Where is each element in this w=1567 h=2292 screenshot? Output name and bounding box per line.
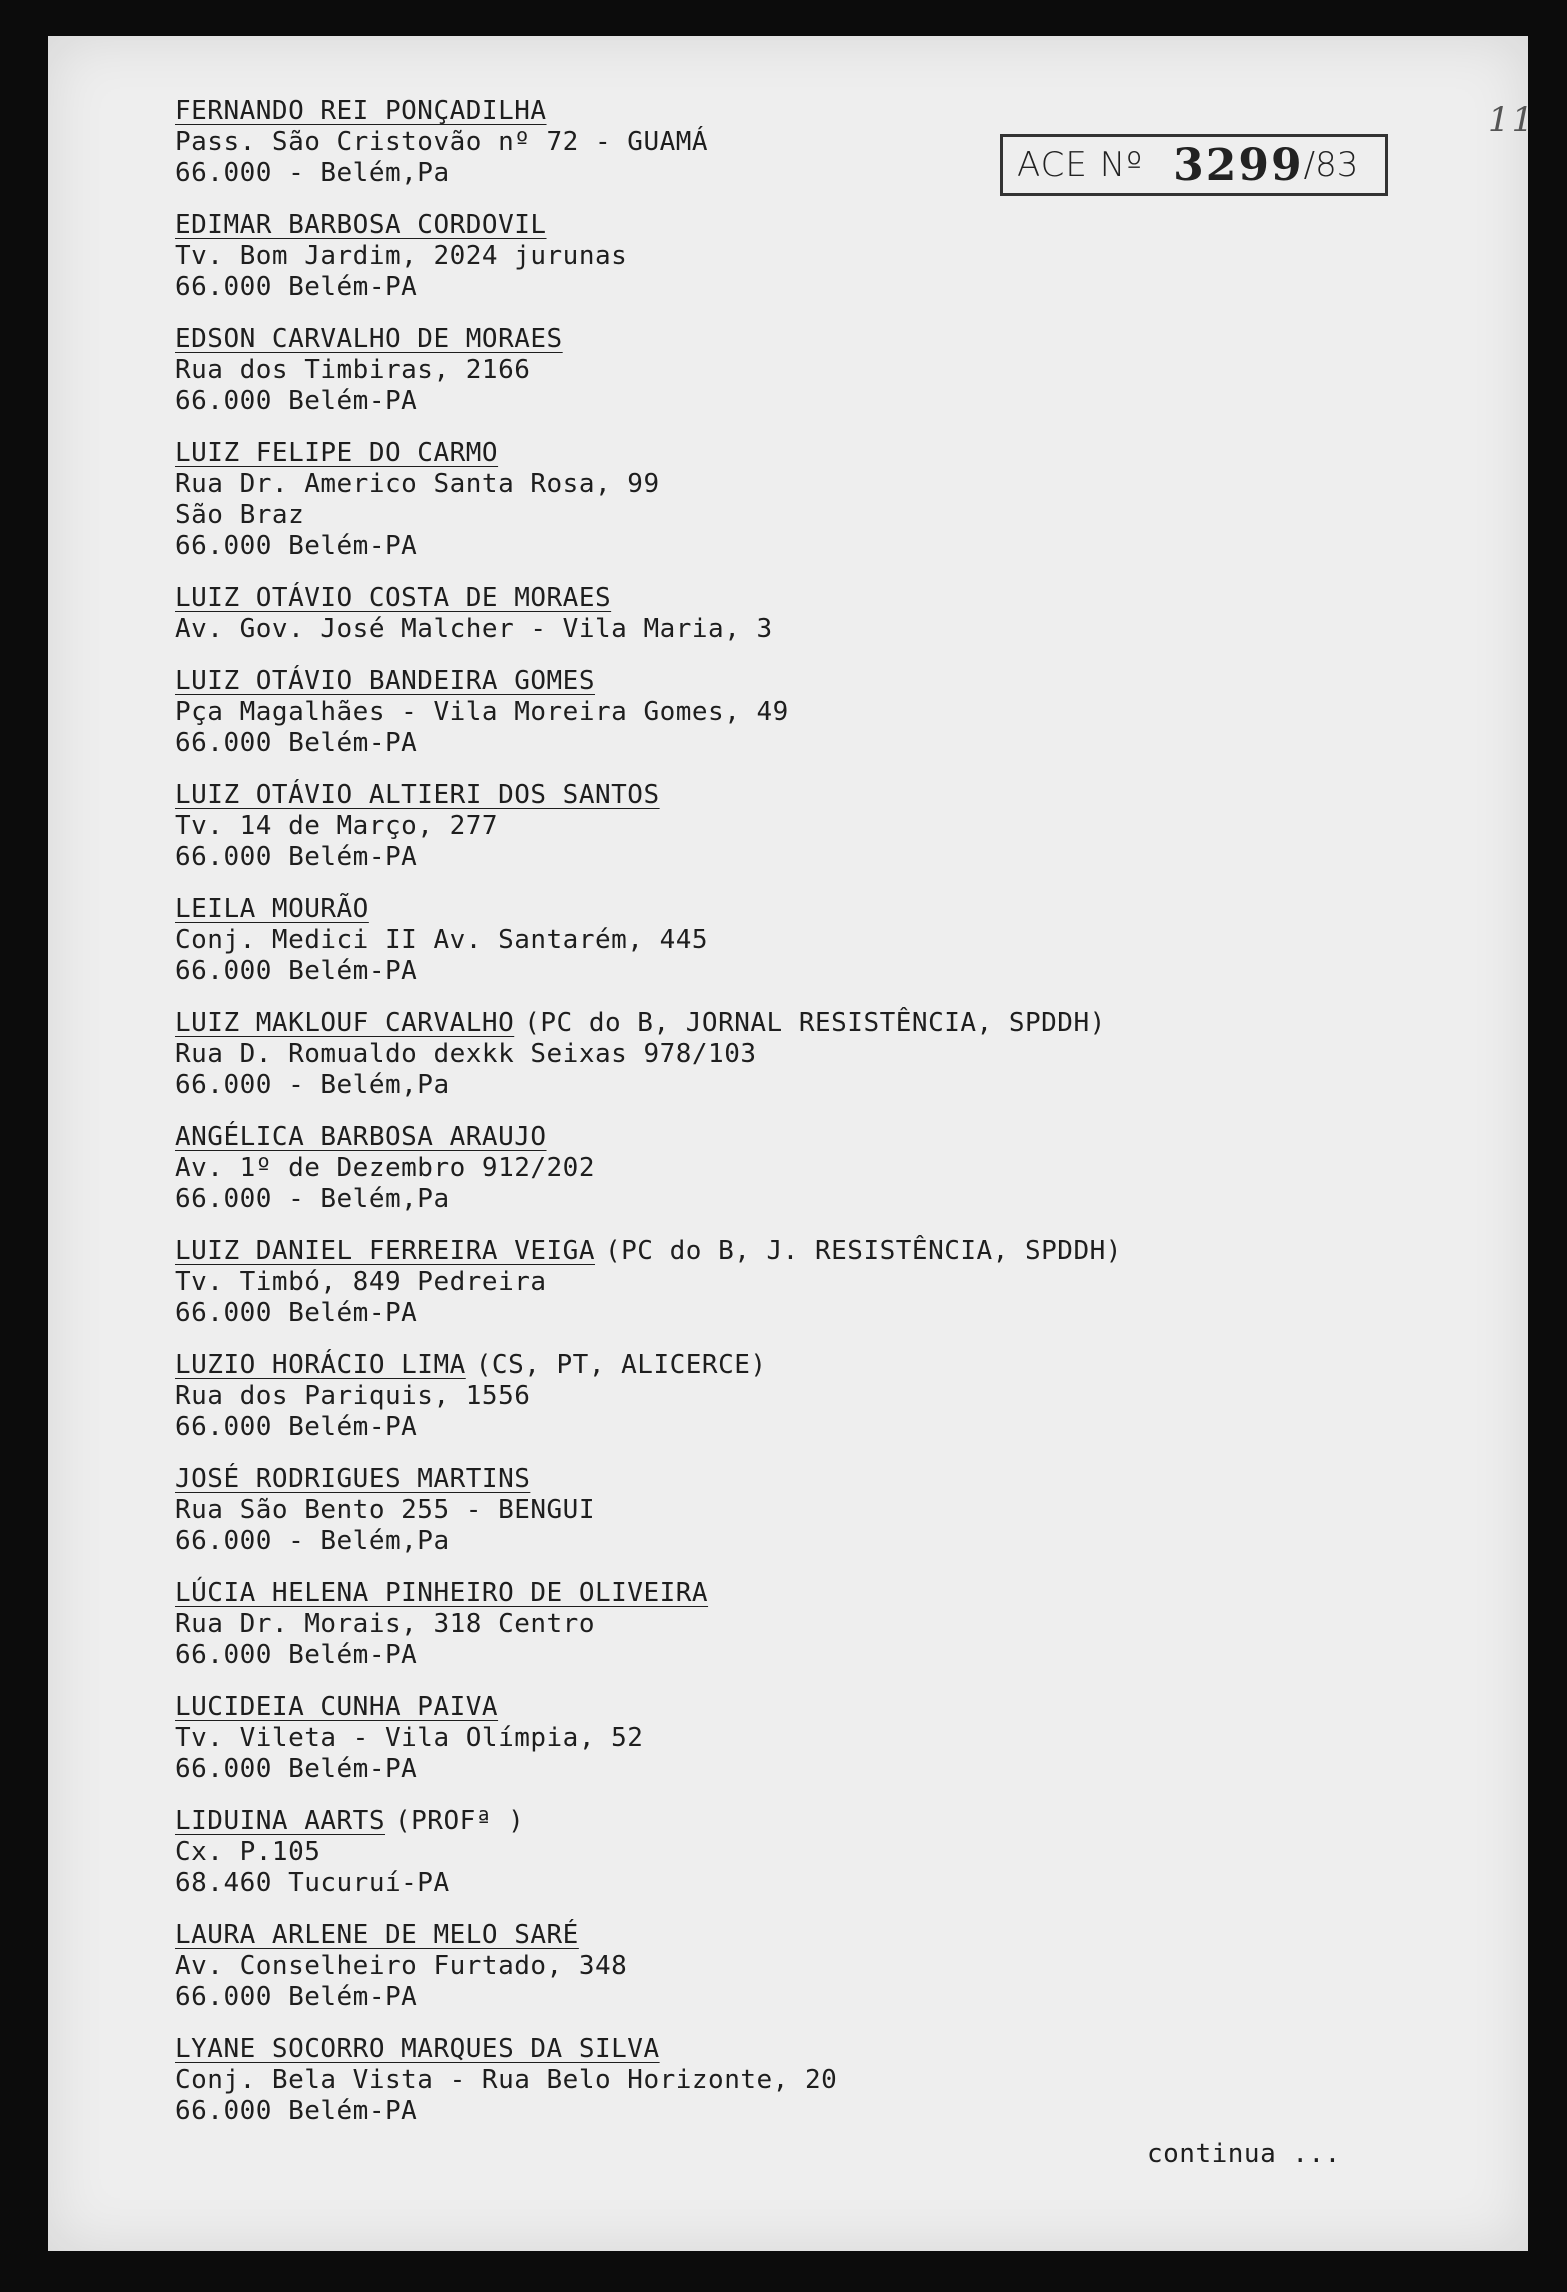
entry-affiliation: (PROFª ) [395, 1806, 525, 1836]
entry-name: LUZIO HORÁCIO LIMA [175, 1350, 466, 1380]
address-list [175, 96, 1415, 2148]
address-entry [175, 1350, 1415, 1443]
entry-header-line [175, 1008, 1415, 1039]
entry-name: LYANE SOCORRO MARQUES DA SILVA [175, 2034, 660, 2064]
address-entry [175, 1236, 1415, 1329]
address-entry [175, 2034, 1415, 2127]
entry-header-line [175, 96, 1415, 127]
entry-address-line: Pça Magalhães - Vila Moreira Gomes, 49 [175, 697, 789, 727]
address-entry [175, 96, 1415, 189]
continuation-note: continua ... [1147, 2139, 1341, 2169]
address-entry [175, 1806, 1415, 1899]
entry-affiliation: (PC do B, J. RESISTÊNCIA, SPDDH) [605, 1236, 1122, 1266]
entry-name: LUIZ DANIEL FERREIRA VEIGA [175, 1236, 595, 1266]
entry-address-line: 66.000 Belém-PA [175, 386, 418, 416]
address-entry [175, 324, 1415, 417]
address-entry [175, 780, 1415, 873]
entry-address-line: Conj. Bela Vista - Rua Belo Horizonte, 20 [175, 2065, 838, 2095]
entry-name: FERNANDO REI PONÇADILHA [175, 96, 547, 126]
entry-address-line: Rua dos Pariquis, 1556 [175, 1381, 531, 1411]
entry-address-line: Av. 1º de Dezembro 912/202 [175, 1153, 595, 1183]
entry-address-line: 66.000 Belém-PA [175, 842, 418, 872]
entry-header-line [175, 1692, 1415, 1723]
entry-address-line: 66.000 Belém-PA [175, 2096, 418, 2126]
entry-header-line [175, 1350, 1415, 1381]
address-entry [175, 1008, 1415, 1101]
entry-address-line: São Braz [175, 500, 305, 530]
ace-stamp-number: 3299 [1173, 139, 1304, 191]
address-entry [175, 1692, 1415, 1785]
entry-header-line [175, 1578, 1415, 1609]
entry-address-line: Tv. Vileta - Vila Olímpia, 52 [175, 1723, 644, 1753]
address-entry [175, 583, 1415, 645]
entry-header-line [175, 666, 1415, 697]
entry-header-line [175, 780, 1415, 811]
entry-address-line: Rua D. Romualdo dexkk Seixas 978/103 [175, 1039, 757, 1069]
address-entry [175, 1122, 1415, 1215]
entry-address-line: 66.000 Belém-PA [175, 272, 418, 302]
page-number: 11 [1488, 100, 1536, 140]
entry-address-line: 66.000 Belém-PA [175, 1412, 418, 1442]
entry-name: LÚCIA HELENA PINHEIRO DE OLIVEIRA [175, 1578, 709, 1608]
entry-name: EDSON CARVALHO DE MORAES [175, 324, 563, 354]
entry-address-line: Rua São Bento 255 - BENGUI [175, 1495, 595, 1525]
entry-address-line: 66.000 Belém-PA [175, 956, 418, 986]
entry-name: LEILA MOURÃO [175, 894, 369, 924]
entry-address-line: Tv. Timbó, 849 Pedreira [175, 1267, 547, 1297]
entry-name: LUIZ FELIPE DO CARMO [175, 438, 499, 468]
entry-address-line: 66.000 Belém-PA [175, 531, 418, 561]
entry-header-line [175, 894, 1415, 925]
entry-affiliation: (CS, PT, ALICERCE) [475, 1350, 767, 1380]
ace-stamp-label: ACE Nº [1017, 145, 1144, 185]
entry-address-line: Pass. São Cristovão nº 72 - GUAMÁ [175, 127, 709, 157]
entry-header-line [175, 210, 1415, 241]
entry-address-line: 68.460 Tucuruí-PA [175, 1868, 450, 1898]
ace-stamp-year: /83 [1303, 145, 1359, 185]
entry-name: LUCIDEIA CUNHA PAIVA [175, 1692, 499, 1722]
entry-name: LUIZ OTÁVIO ALTIERI DOS SANTOS [175, 780, 660, 810]
entry-header-line [175, 583, 1415, 614]
entry-name: LUIZ OTÁVIO BANDEIRA GOMES [175, 666, 595, 696]
address-entry [175, 894, 1415, 987]
entry-address-line: Tv. Bom Jardim, 2024 jurunas [175, 241, 628, 271]
entry-address-line: 66.000 - Belém,Pa [175, 158, 450, 188]
entry-name: EDIMAR BARBOSA CORDOVIL [175, 210, 547, 240]
entry-header-line [175, 324, 1415, 355]
entry-header-line [175, 1920, 1415, 1951]
entry-affiliation: (PC do B, JORNAL RESISTÊNCIA, SPDDH) [524, 1008, 1106, 1038]
entry-address-line: Av. Gov. José Malcher - Vila Maria, 3 [175, 614, 773, 644]
entry-address-line: 66.000 - Belém,Pa [175, 1070, 450, 1100]
entry-address-line: Cx. P.105 [175, 1837, 321, 1867]
address-entry [175, 210, 1415, 303]
entry-address-line: 66.000 Belém-PA [175, 1640, 418, 1670]
entry-name: LIDUINA AARTS [175, 1806, 385, 1836]
entry-address-line: Conj. Medici II Av. Santarém, 445 [175, 925, 709, 955]
entry-address-line: 66.000 - Belém,Pa [175, 1526, 450, 1556]
entry-address-line: Av. Conselheiro Furtado, 348 [175, 1951, 628, 1981]
entry-header-line [175, 1806, 1415, 1837]
address-entry [175, 438, 1415, 562]
entry-address-line: Rua Dr. Americo Santa Rosa, 99 [175, 469, 660, 499]
address-entry [175, 1464, 1415, 1557]
address-entry [175, 666, 1415, 759]
entry-header-line [175, 1464, 1415, 1495]
entry-address-line: Rua Dr. Morais, 318 Centro [175, 1609, 595, 1639]
entry-header-line [175, 1122, 1415, 1153]
address-entry [175, 1578, 1415, 1671]
entry-address-line: 66.000 Belém-PA [175, 1982, 418, 2012]
entry-address-line: 66.000 - Belém,Pa [175, 1184, 450, 1214]
entry-name: ANGÉLICA BARBOSA ARAUJO [175, 1122, 547, 1152]
entry-address-line: 66.000 Belém-PA [175, 1754, 418, 1784]
entry-name: LUIZ OTÁVIO COSTA DE MORAES [175, 583, 612, 613]
entry-name: JOSÉ RODRIGUES MARTINS [175, 1464, 531, 1494]
entry-header-line [175, 438, 1415, 469]
entry-name: LAURA ARLENE DE MELO SARÉ [175, 1920, 579, 1950]
entry-header-line [175, 2034, 1415, 2065]
entry-name: LUIZ MAKLOUF CARVALHO [175, 1008, 515, 1038]
entry-address-line: 66.000 Belém-PA [175, 1298, 418, 1328]
entry-header-line [175, 1236, 1415, 1267]
entry-address-line: Rua dos Timbiras, 2166 [175, 355, 531, 385]
entry-address-line: 66.000 Belém-PA [175, 728, 418, 758]
address-entry [175, 1920, 1415, 2013]
entry-address-line: Tv. 14 de Março, 277 [175, 811, 499, 841]
